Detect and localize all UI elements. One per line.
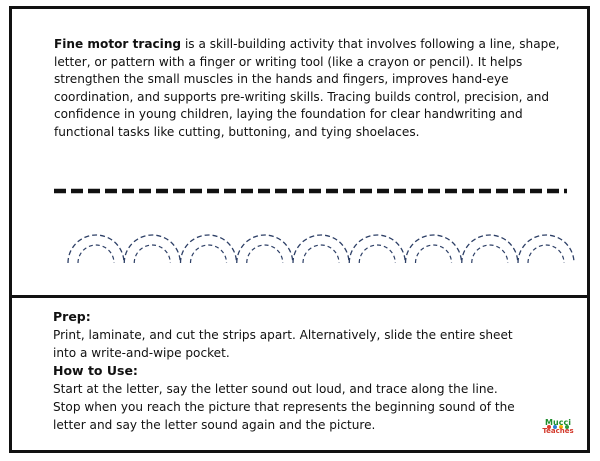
dashed-arch: [237, 235, 293, 263]
how-to-use-line-1: Start at the letter, say the letter sound out loud, and trace along the line.: [53, 382, 498, 396]
dashed-inner-arch: [247, 245, 283, 263]
dashed-inner-arch: [528, 245, 564, 263]
dashed-arch-trace-row: [68, 235, 574, 263]
dashed-inner-arch: [303, 245, 339, 263]
dashed-arch: [181, 235, 237, 263]
how-to-use-heading: How to Use:: [53, 363, 138, 378]
intro-paragraph: [54, 36, 584, 142]
dashed-arch: [124, 235, 180, 263]
dashed-inner-arch: [359, 245, 395, 263]
dashed-inner-arch: [416, 245, 452, 263]
how-to-use-line-2: Stop when you reach the picture that represents the beginning sound of the: [53, 400, 515, 414]
dashed-arch: [406, 235, 462, 263]
intro-bold-term: Fine motor tracing: [54, 37, 182, 51]
intro-body-text: is a skill-building activity that involves following a line, shape, letter, or pattern with a finger or writing tool (like a crayon or pencil). It helps strengthen the small muscles in the hands and fingers, improves hand-eye coordination, and supports pre-writing skills. Tracing builds control, precision, and confidence in young children, laying the foundation for clear handwriting and functional tasks like cutting, buttoning, and tying shoelaces.: [54, 37, 560, 139]
dashed-inner-arch: [78, 245, 114, 263]
prep-text-line-2: into a write-and-wipe pocket.: [53, 346, 230, 360]
dashed-inner-arch: [134, 245, 170, 263]
dashed-inner-arch: [472, 245, 508, 263]
dashed-arch: [518, 235, 574, 263]
tracing-strip: [12, 152, 587, 298]
dashed-arch: [349, 235, 405, 263]
brand-logo: [541, 414, 575, 440]
dashed-arch: [462, 235, 518, 263]
logo-line-1: Mucci: [545, 418, 571, 427]
intro-panel: [9, 6, 590, 158]
prep-heading: Prep:: [53, 309, 91, 324]
how-to-use-line-3: letter and say the letter sound again and the picture.: [53, 418, 376, 432]
dashed-arch: [68, 235, 124, 263]
instructions-panel: [9, 295, 590, 453]
tracing-panel: [9, 152, 590, 298]
prep-text-line-1: Print, laminate, and cut the strips apart. Alternatively, slide the entire sheet: [53, 328, 513, 342]
logo-line-2: Teaches: [542, 427, 574, 435]
dashed-inner-arch: [191, 245, 227, 263]
dashed-arch: [293, 235, 349, 263]
